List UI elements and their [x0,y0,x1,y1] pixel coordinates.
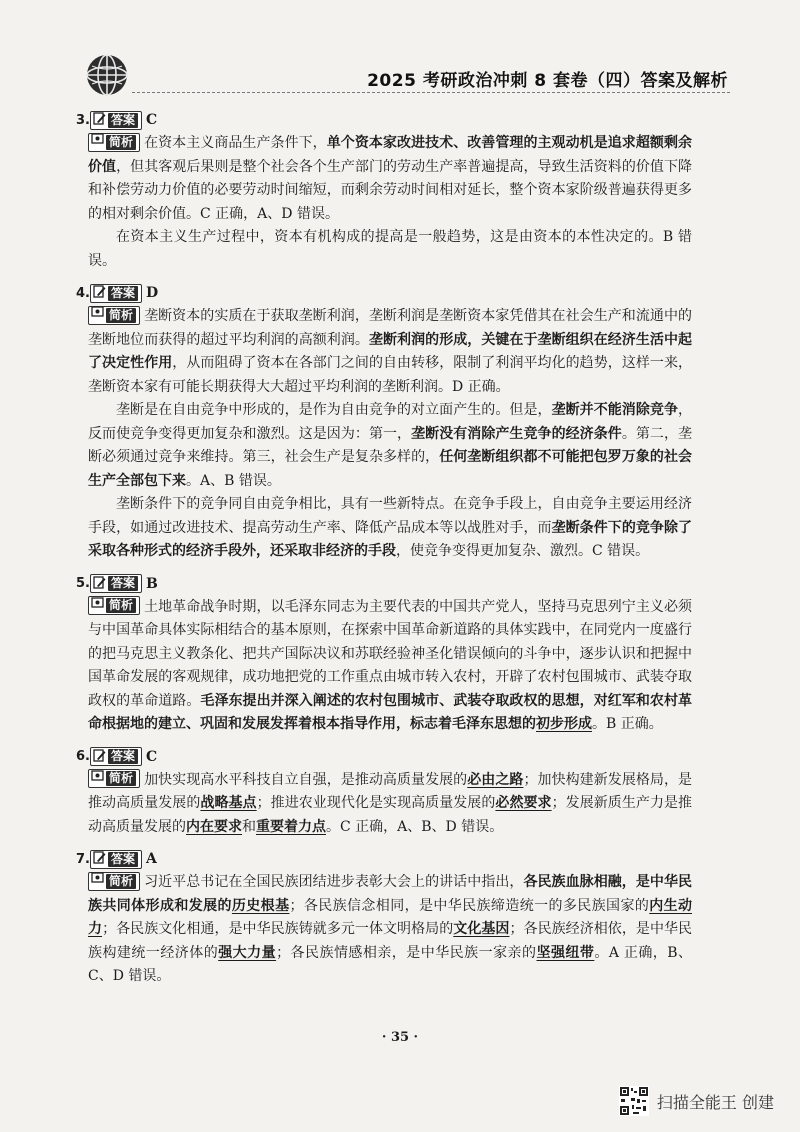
pencil-icon [93,112,108,128]
question-block [76,281,693,564]
question-number: 6. [76,749,90,764]
watermark-text: 扫描全能王 创建 [656,1092,774,1112]
answer-tag [90,747,142,766]
analysis-tag-label: 简析 [106,135,136,150]
answer-line [76,108,692,132]
page-header [70,50,730,102]
analysis-tag-label: 简析 [106,874,136,889]
pencil-icon [93,749,108,765]
globe-logo-icon [84,52,130,98]
question-number: 5. [76,576,90,591]
analysis-paragraph [88,399,692,493]
answer-tag [90,284,142,303]
scanner-watermark [619,1086,774,1116]
answer-tag-label: 答案 [108,286,138,301]
question-block [76,847,693,989]
analysis-text: 在资本主义商品生产条件下，单个资本家改进技术、改善管理的主观动机是追求超额剩余价值，但其客观后果则是整个社会各个生产部门的劳动生产率普遍提高，导致生活资料的价值下降和补偿劳动力价值的必要劳动时间缩短，而剩余劳动时间相对延长，整个资本家阶级普遍获得更多的相对剩余价值。C 正确，A、D 错误。 [88,135,693,222]
answer-letter: B [146,575,158,592]
analysis-text: 加快实现高水平科技自立自强，是推动高质量发展的必由之路；加快构建新发展格局，是推动高质量发展的战略基点；推进农业现代化是实现高质量发展的必然要求；发展新质生产力是推动高质量发展的内在要求和重要着力点。C 正确，A、B、D 错误。 [88,771,693,835]
answer-letter: C [146,748,158,765]
answer-tag-label: 答案 [108,749,138,764]
header-title: 2025 考研政治冲刺 8 套卷（四）答案及解析 [367,71,728,91]
answer-letter: C [146,112,158,128]
answer-letter: A [146,851,157,867]
analysis-tag [88,872,140,891]
answer-line [76,572,692,596]
answer-content [76,108,693,997]
answer-tag-label: 答案 [108,576,138,591]
answer-line [76,281,692,305]
analysis-tag-label: 简析 [106,308,136,323]
header-divider [132,92,730,93]
answer-tag [90,574,142,593]
analysis-paragraph [88,305,692,399]
analysis-icon [91,303,106,327]
answer-tag [90,850,142,869]
answer-tag-label: 答案 [108,852,138,867]
answer-tag [90,111,142,130]
analysis-tag-label: 简析 [106,771,136,786]
analysis-tag [88,769,140,788]
page-number: · 35 · [381,1030,419,1045]
answer-line [76,745,692,769]
analysis-tag [88,596,140,615]
analysis-text: 垄断条件下的竞争同自由竞争相比，具有一些新特点。在竞争手段上，自由竞争主要运用经济手段，如通过改进技术、提高劳动生产率、降低产品成本等以战胜对手，而垄断条件下的竞争除了采取各种形式的经济手段外，还采取非经济的手段，使竞争变得更加复杂、激烈。C 错误。 [88,496,693,559]
pencil-icon [93,285,108,301]
analysis-text: 垄断是在自由竞争中形成的，是作为自由竞争的对立面产生的。但是，垄断并不能消除竞争，反而使竞争变得更加复杂和激烈。这是因为：第一，垄断没有消除产生竞争的经济条件。第二，垄断必须通过竞争来维持。第三，社会生产是复杂多样的，任何垄断组织都不可能把包罗万象的社会生产全部包下来。A、B 错误。 [88,402,693,489]
analysis-paragraph [88,226,692,273]
question-number: 7. [76,851,90,867]
answer-line [76,847,692,871]
qr-code-icon [619,1086,649,1116]
question-block [76,572,693,737]
analysis-paragraph [88,493,692,564]
analysis-paragraph [88,132,692,226]
analysis-tag-label: 简析 [106,598,136,613]
analysis-icon [91,594,106,618]
analysis-paragraph [88,769,692,840]
analysis-text: 土地革命战争时期，以毛泽东同志为主要代表的中国共产党人，坚持马克思列宁主义必须与中国革命具体实际相结合的基本原则，在探索中国革命新道路的具体实践中，在同党内一度盛行的把马克思主义教条化、把共产国际决议和苏联经验神圣化错误倾向的斗争中，逐步认识和把握中国革命发展的客观规律，成功地把党的工作重点由城市转入农村，开辟了农村包围城市、武装夺取政权的革命道路。毛泽东提出并深入阐述的农村包围城市、武装夺取政权的思想，对红军和农村革命根据地的建立、巩固和发展发挥着根本指导作用，标志着毛泽东思想的初步形成。B 正确。 [88,598,693,732]
analysis-icon [91,767,106,791]
analysis-icon [91,869,106,893]
analysis-text: 习近平总书记在全国民族团结进步表彰大会上的讲话中指出，各民族血脉相融，是中华民族共同体形成和发展的历史根基；各民族信念相同，是中华民族缔造统一的多民族国家的内生动力；各民族文化相通，是中华民族铸就多元一体文明格局的文化基因；各民族经济相依，是中华民族构建统一经济体的强大力量；各民族情感相亲，是中华民族一家亲的坚强纽带。A 正确，B、C、D 错误。 [88,874,693,984]
analysis-paragraph [88,596,692,737]
answer-letter: D [146,285,159,301]
pencil-icon [93,851,108,867]
analysis-text: 在资本主义生产过程中，资本有机构成的提高是一般趋势，这是由资本的本性决定的。B 错误。 [88,229,692,269]
analysis-text: 垄断资本的实质在于获取垄断利润，垄断利润是垄断资本家凭借其在社会生产和流通中的垄断地位而获得的超过平均利润的高额利润。垄断利润的形成，关键在于垄断组织在经济生活中起了决定性作用，从而阻碍了资本在各部门之间的自由转移，限制了利润平均化的趋势，这样一来，垄断资本家有可能长期获得大大超过平均利润的垄断利润。D 正确。 [88,308,693,395]
question-block [76,745,693,840]
question-number: 4. [76,285,90,301]
analysis-tag [88,133,140,152]
analysis-paragraph [88,871,692,989]
analysis-icon [91,130,106,154]
analysis-tag [88,306,140,325]
pencil-icon [93,576,108,592]
answer-tag-label: 答案 [108,113,138,128]
question-number: 3. [76,112,90,128]
question-block [76,108,693,273]
